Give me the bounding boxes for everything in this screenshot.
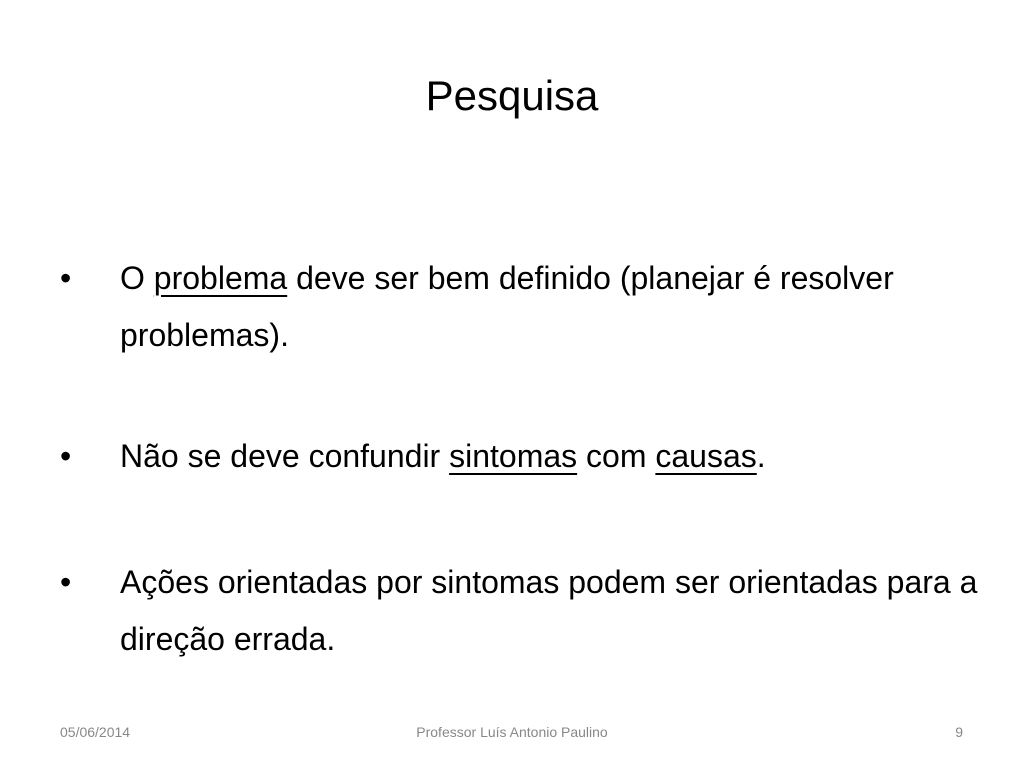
bullet-list xyxy=(60,250,980,668)
bullet-marker: • xyxy=(60,438,72,474)
bullet-text: deve ser bem definido (planejar é resolver problemas). xyxy=(120,260,894,353)
bullet-marker: • xyxy=(60,564,72,600)
bullet-text: Não se deve confundir xyxy=(120,438,450,474)
underlined-term: problema xyxy=(153,260,288,296)
bullet-item xyxy=(60,554,980,668)
bullet-marker: • xyxy=(60,260,72,296)
footer-author: Professor Luís Antonio Paulino xyxy=(416,724,608,740)
bullet-item xyxy=(60,428,980,485)
bullet-text: O xyxy=(120,260,154,296)
footer-page-number: 9 xyxy=(955,724,963,740)
bullet-text: com xyxy=(577,438,656,474)
footer-date: 05/06/2014 xyxy=(60,724,131,740)
slide-title: Pesquisa xyxy=(425,72,599,119)
underlined-term: causas xyxy=(655,438,757,474)
underlined-term: sintomas xyxy=(449,438,578,474)
bullet-text: . xyxy=(756,438,766,474)
bullet-item xyxy=(60,250,980,364)
bullet-text: Ações orientadas por sintomas podem ser orientadas para a direção errada. xyxy=(120,564,978,657)
